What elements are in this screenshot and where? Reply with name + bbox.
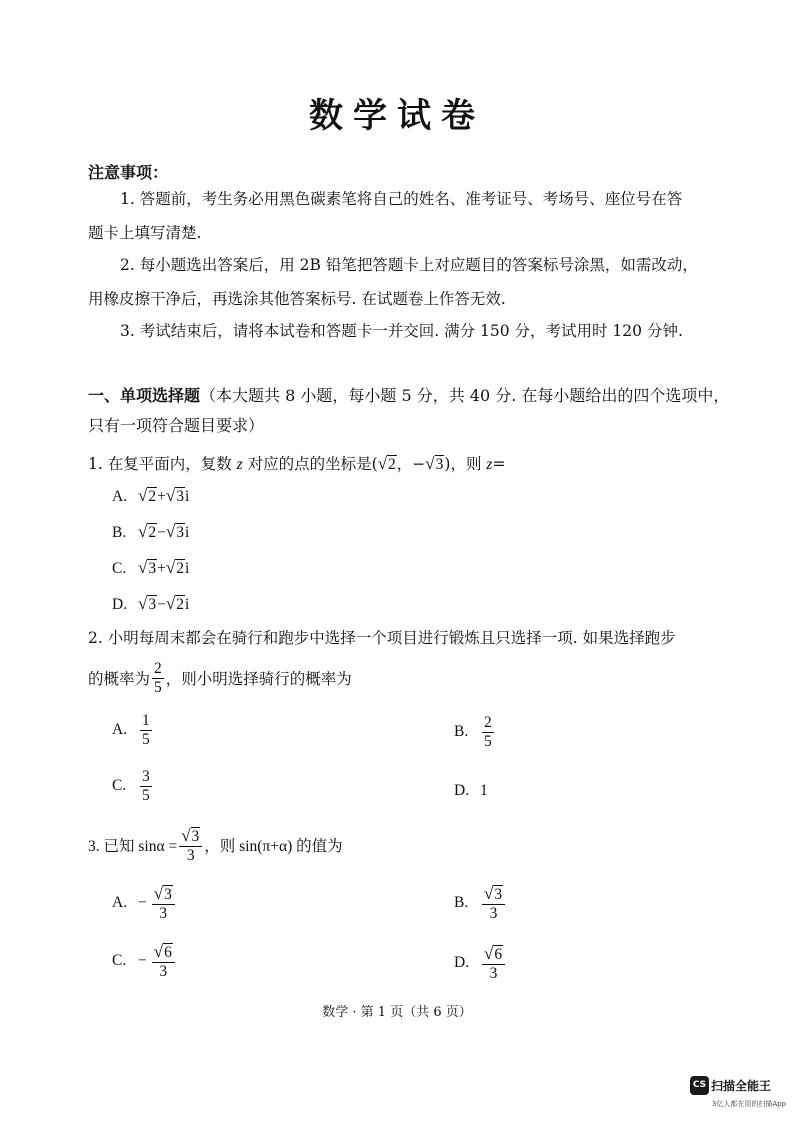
section-desc-line-1: （本大题共 8 小题，每小题 5 分，共 40 分. 在每小题给出的四个选项中，: [200, 386, 730, 405]
question-1-option-a[interactable]: A. √2+√3i: [112, 486, 190, 505]
section-desc-line-2: 只有一项符合题目要求）: [88, 416, 265, 435]
sqrt-symbol: √2: [377, 454, 396, 473]
camscanner-logo-icon: CS: [690, 1076, 709, 1095]
question-2-stem-line-2: 的概率为 $\frac{2}{5}$ ，则小明选择骑行的概率为: [88, 660, 352, 696]
question-2-option-b[interactable]: B. $\frac{2}{5}$: [454, 714, 492, 750]
notice-item-2: [88, 248, 748, 316]
notice-item-1-line-1: 1. 答题前，考生务必用黑色碳素笔将自己的姓名、准考证号、考场号、座位号在答: [120, 190, 683, 208]
fraction: $\frac{2}{5}$: [154, 660, 162, 696]
notice-heading: 注意事项：: [88, 163, 169, 182]
notice-item-1-line-2: 题卡上填写清楚.: [88, 224, 202, 242]
question-3-option-b[interactable]: B. $\frac{√3}{3}$: [454, 884, 507, 923]
question-3-option-d[interactable]: D. $\frac{√6}{3}$: [454, 944, 507, 983]
question-2-option-c[interactable]: C. $\frac{3}{5}$: [112, 768, 150, 804]
question-2-stem-line-1: 2. 小明每周末都会在骑行和跑步中选择一个项目进行锻炼且只选择一项. 如果选择跑步: [88, 629, 676, 647]
scanner-watermark: [690, 1075, 790, 1109]
notice-item-3: [88, 314, 748, 348]
question-1-option-d[interactable]: D. √3−√2i: [112, 594, 190, 613]
watermark-name: 扫描全能王: [711, 1079, 772, 1093]
notice-item-3-line-1: 3. 考试结束后，请将本试卷和答题卡一并交回. 满分 150 分，考试用时 120 分钟.: [120, 322, 683, 340]
page-title: 数学试卷: [309, 96, 485, 136]
question-3-stem: 3. 已知 sinα = $\frac{√3}{3}$ ，则 sin(π+α) 的值为: [88, 826, 343, 864]
question-2-option-d[interactable]: D. 1: [454, 782, 488, 799]
section-heading: [88, 381, 754, 441]
notice-item-2-line-2: 用橡皮擦干净后，再选涂其他答案标号. 在试题卷上作答无效.: [88, 290, 506, 308]
question-3-option-a[interactable]: A. − $\frac{√3}{3}$: [112, 884, 177, 923]
sqrt-symbol: √3: [425, 454, 444, 473]
section-lead: 一、单项选择题: [88, 386, 201, 405]
question-1-option-c[interactable]: C. √3+√2i: [112, 558, 190, 577]
question-1-stem: 1. 在复平面内，复数 z 对应的点的坐标是(√2，−√3)，则 z=: [88, 454, 506, 473]
question-3-option-c[interactable]: C. − $\frac{√6}{3}$: [112, 942, 177, 981]
page-footer: 数学 · 第 1 页（共 6 页）: [322, 1005, 472, 1020]
question-1-option-b[interactable]: B. √2−√3i: [112, 522, 190, 541]
notice-item-2-line-1: 2. 每小题选出答案后，用 2B 铅笔把答题卡上对应题目的答案标号涂黑，如需改动，: [120, 256, 698, 274]
watermark-subtitle: 3亿人都在用的扫描App: [711, 1100, 786, 1108]
notice-item-1: [88, 182, 748, 250]
question-2-option-a[interactable]: A. $\frac{1}{5}$: [112, 712, 150, 748]
